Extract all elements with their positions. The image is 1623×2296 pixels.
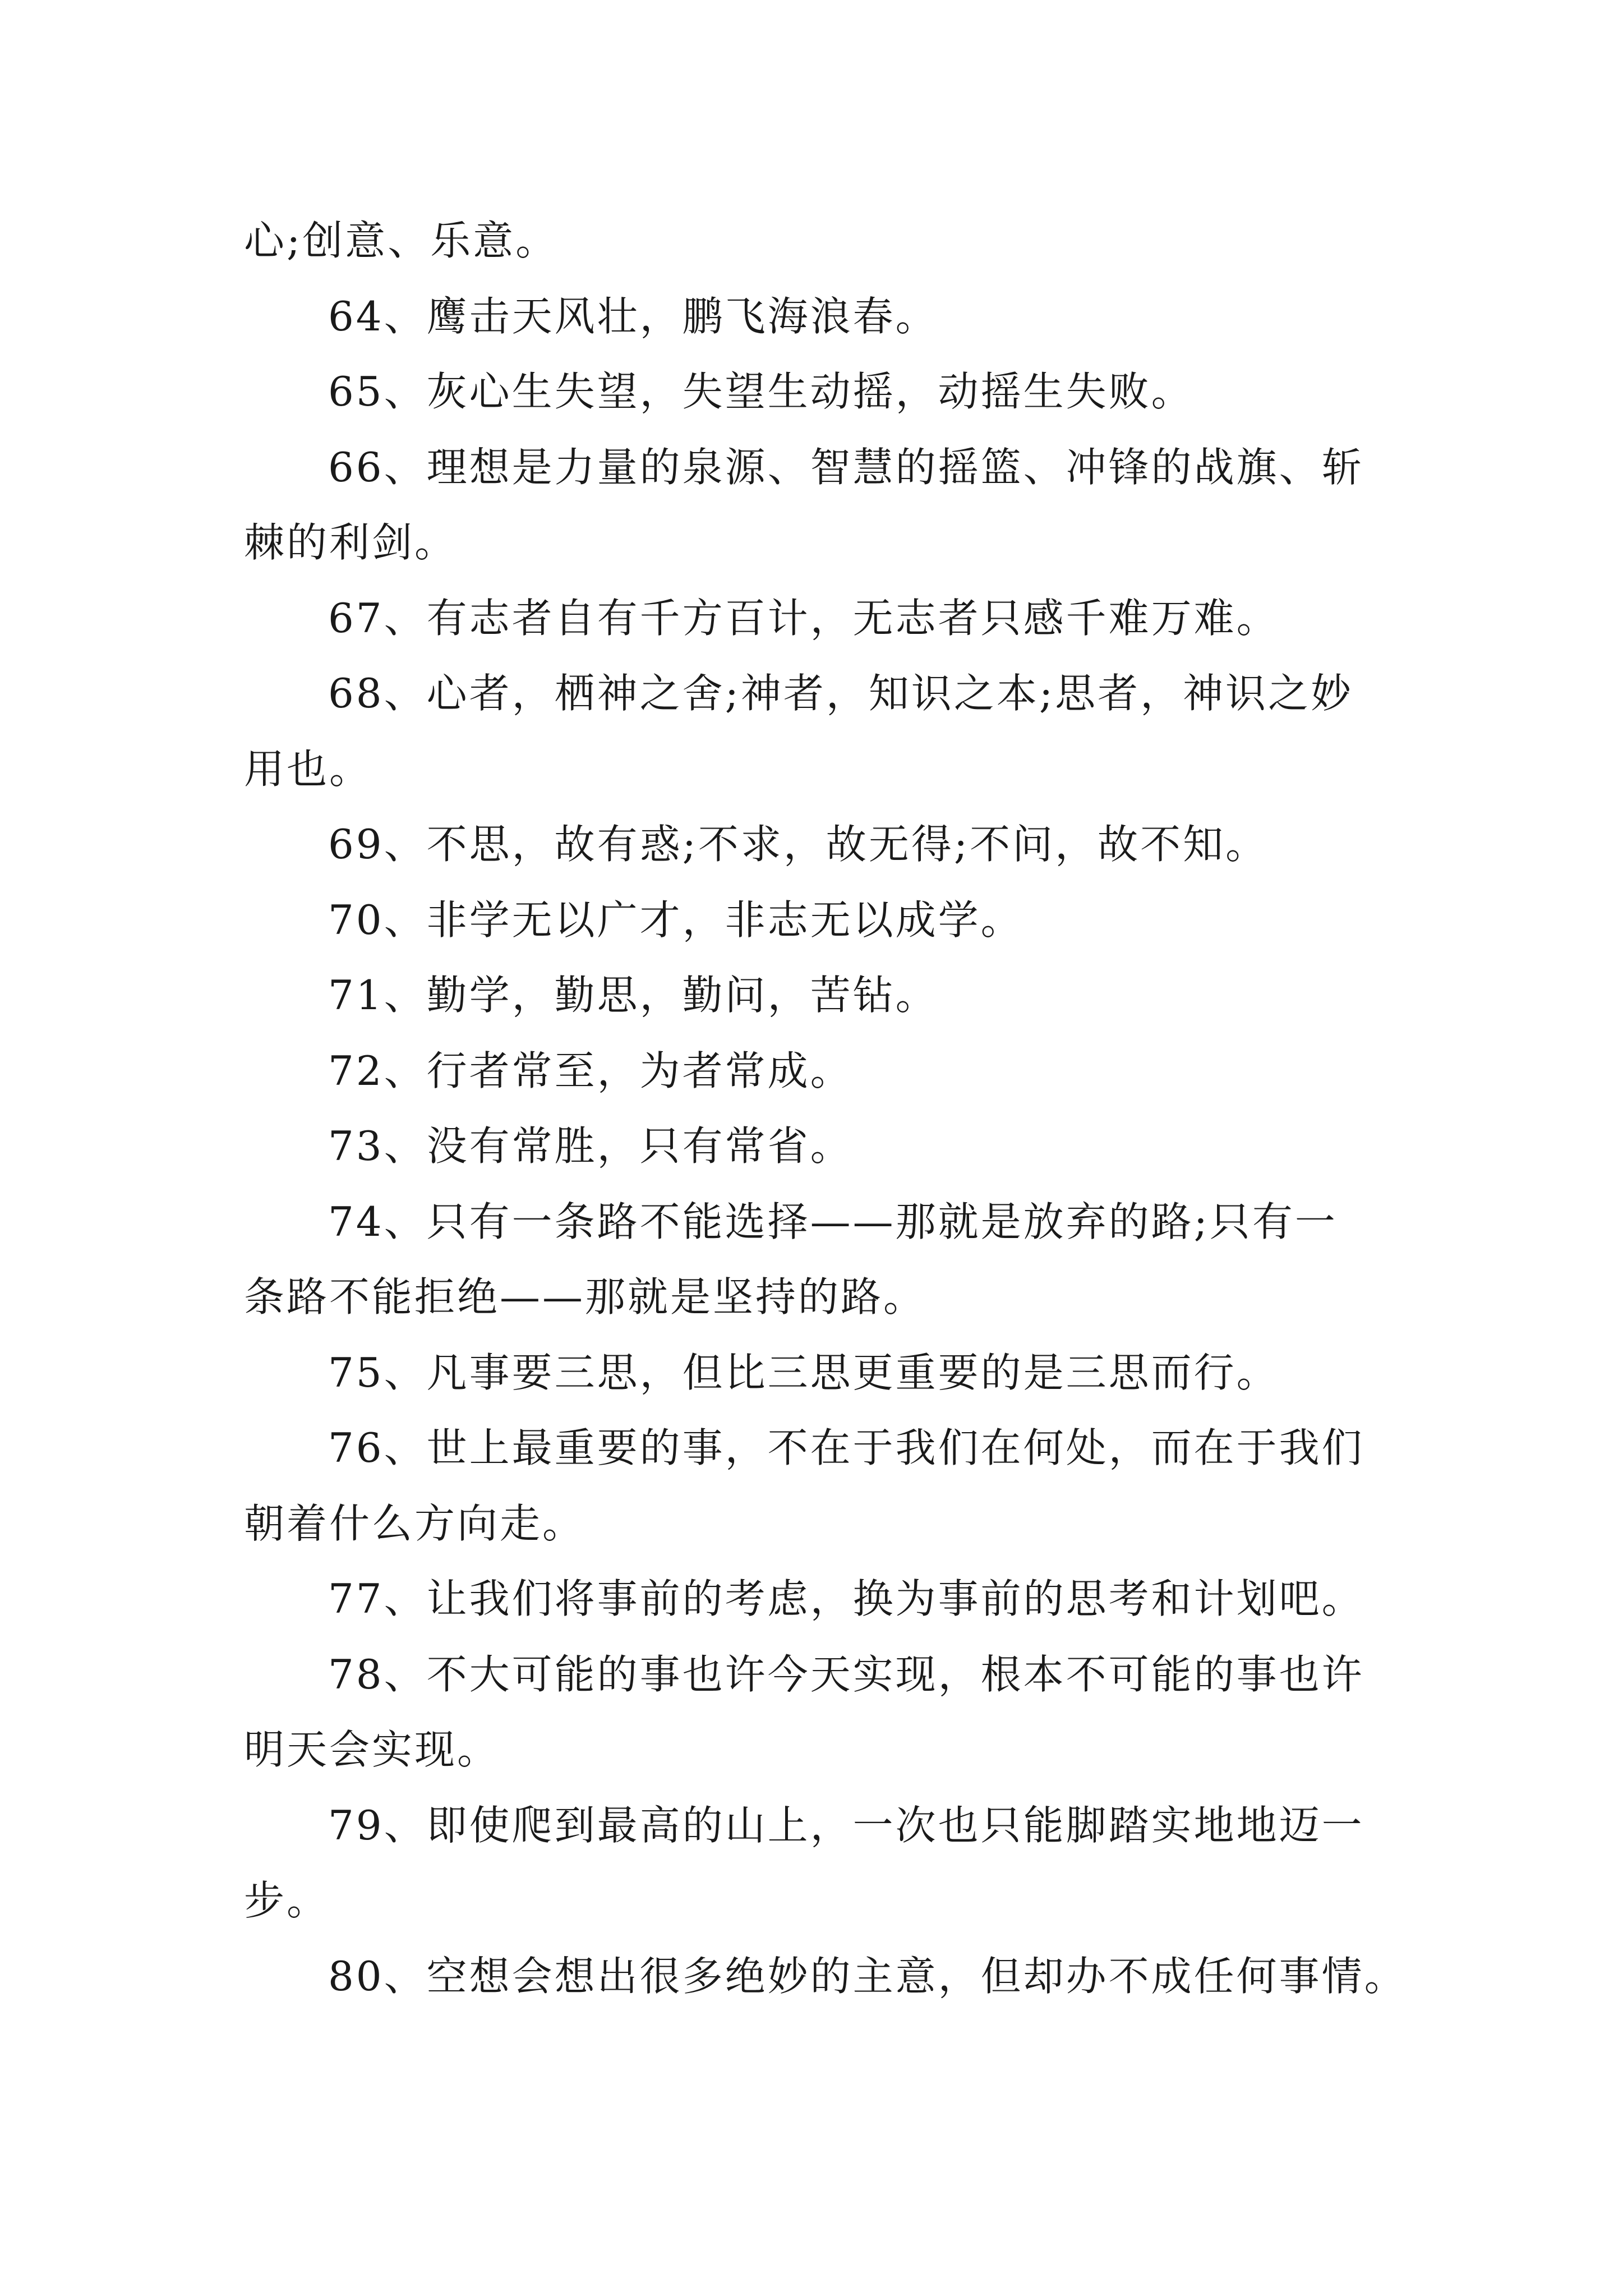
quote-76-continued: 朝着什么方向走。 (244, 1499, 585, 1547)
quote-73: 73、没有常胜，只有常省。 (328, 1122, 853, 1170)
quote-69: 69、不思，故有惑;不求，故无得;不问，故不知。 (328, 821, 1269, 868)
quote-66-continued: 棘的利剑。 (244, 519, 458, 566)
quote-68-continued: 用也。 (244, 745, 372, 793)
text-line: 心;创意、乐意。 (244, 217, 559, 264)
quote-75: 75、凡事要三思，但比三思更重要的是三思而行。 (328, 1349, 1279, 1396)
quote-78: 78、不大可能的事也许今天实现，根本不可能的事也许 (328, 1650, 1364, 1698)
quote-76: 76、世上最重要的事，不在于我们在何处，而在于我们 (328, 1424, 1364, 1471)
quote-65: 65、灰心生失望，失望生动摇，动摇生失败。 (328, 368, 1194, 415)
quote-77: 77、让我们将事前的考虑，换为事前的思考和计划吧。 (328, 1575, 1364, 1622)
quote-68: 68、心者，栖神之舍;神者，知识之本;思者，神识之妙 (328, 670, 1354, 717)
quote-78-continued: 明天会实现。 (244, 1726, 500, 1773)
quote-74-continued: 条路不能拒绝——那就是坚持的路。 (244, 1273, 926, 1320)
quote-79-continued: 步。 (244, 1877, 330, 1924)
quote-72: 72、行者常至，为者常成。 (328, 1047, 853, 1094)
quote-74: 74、只有一条路不能选择——那就是放弃的路;只有一 (328, 1198, 1338, 1245)
document-body (244, 203, 1407, 2014)
quote-67: 67、有志者自有千方百计，无志者只感千难万难。 (328, 594, 1279, 642)
quote-79: 79、即使爬到最高的山上，一次也只能脚踏实地地迈一 (328, 1801, 1364, 1849)
quote-80: 80、空想会想出很多绝妙的主意，但却办不成任何事情。 (328, 1952, 1407, 2000)
quote-66: 66、理想是力量的泉源、智慧的摇篮、冲锋的战旗、斩 (328, 443, 1364, 491)
quote-71: 71、勤学，勤思，勤问，苦钻。 (328, 972, 938, 1019)
quote-64: 64、鹰击天风壮，鹏飞海浪春。 (328, 292, 938, 340)
quote-70: 70、非学无以广才，非志无以成学。 (328, 896, 1023, 944)
